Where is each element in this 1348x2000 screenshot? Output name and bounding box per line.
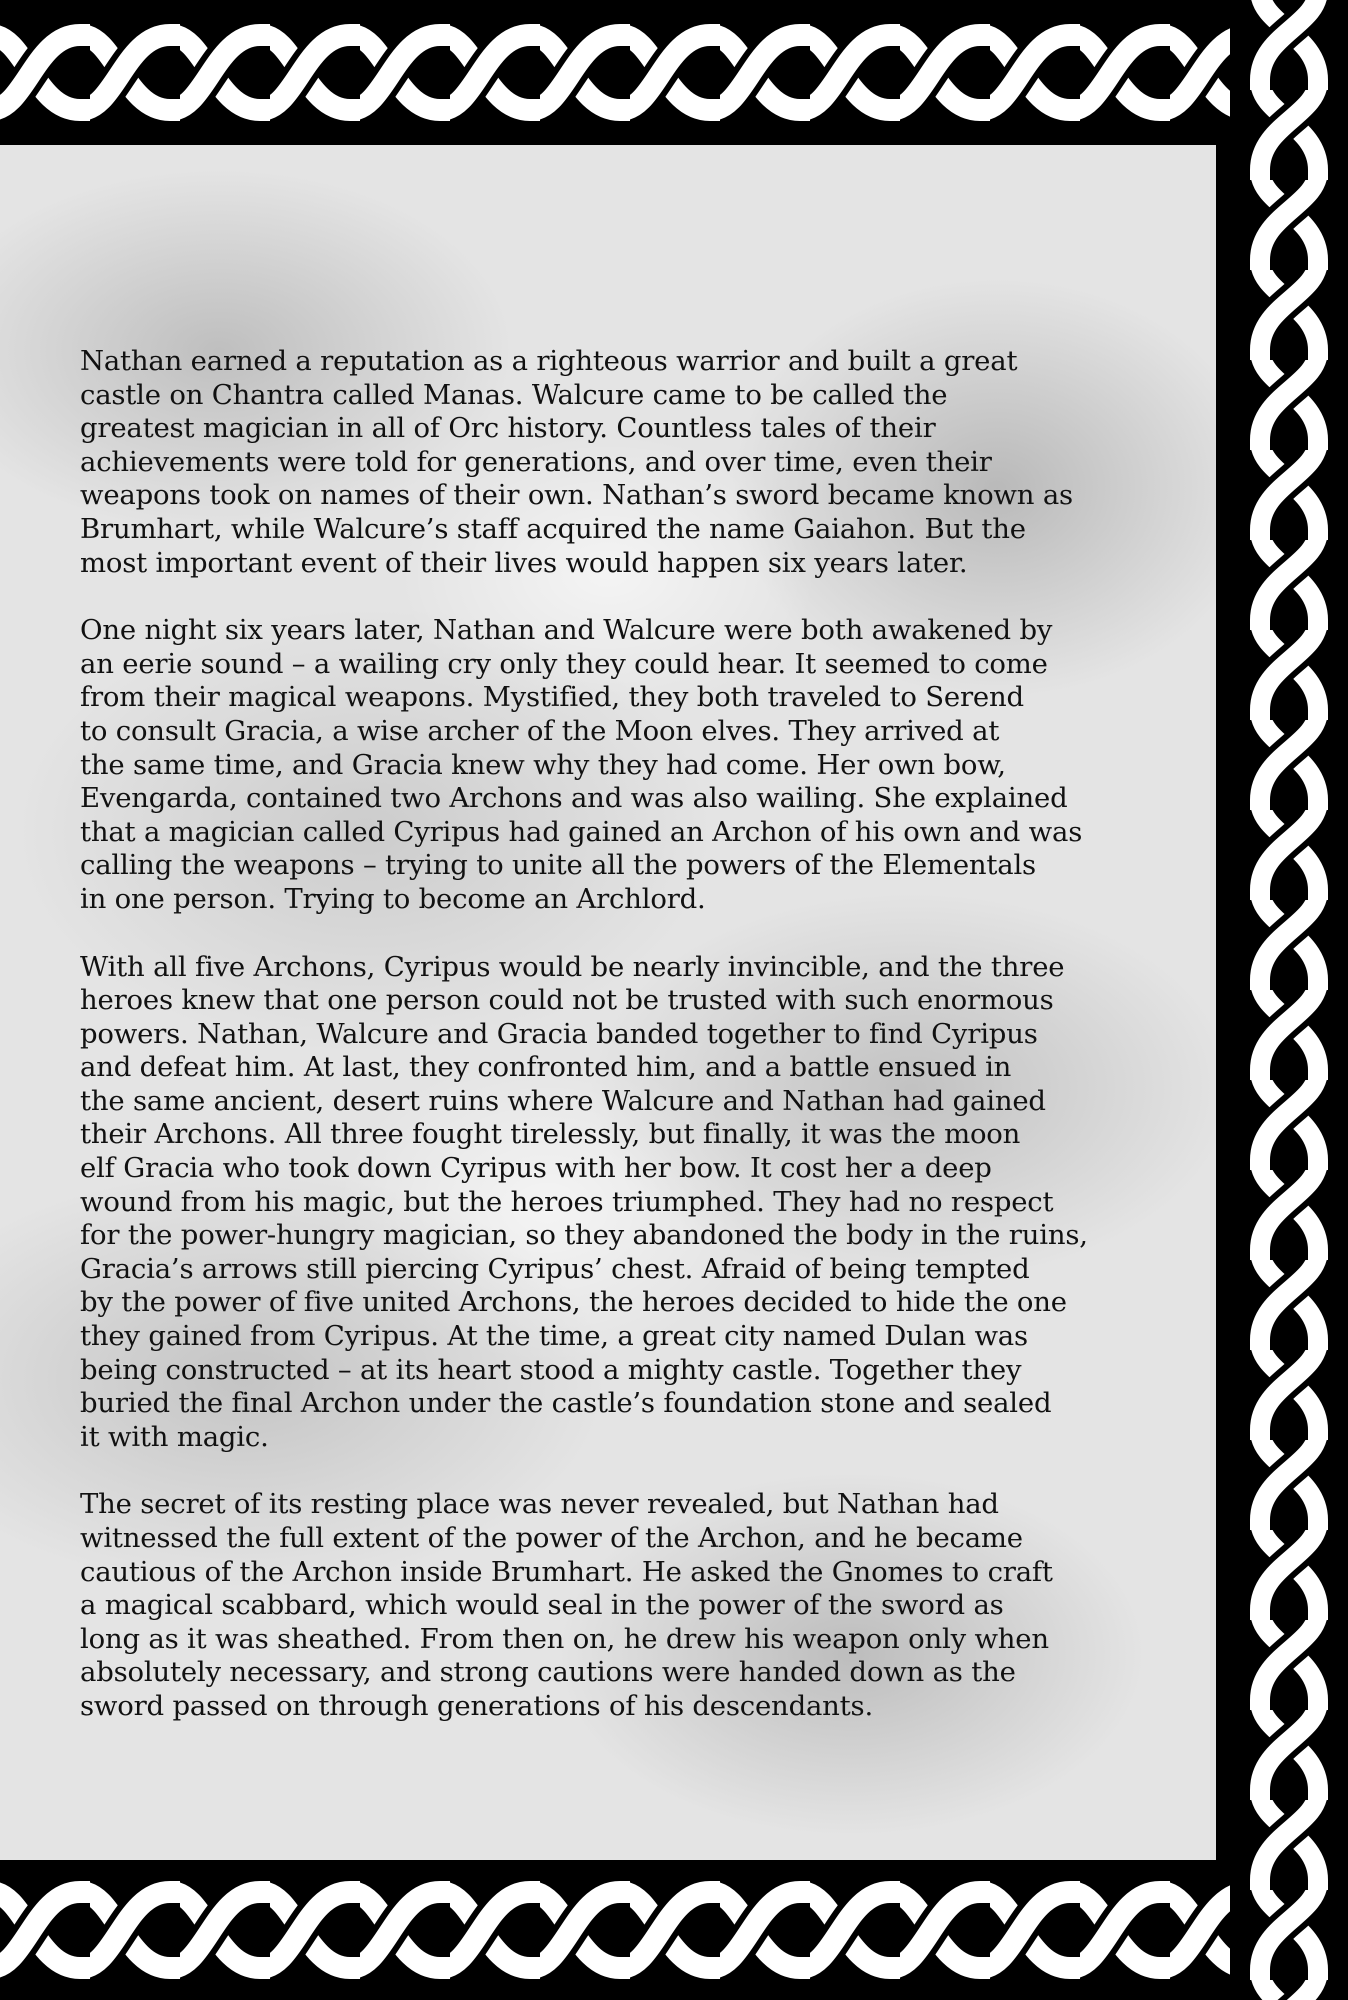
paragraph-3: With all five Archons, Cyripus would be nearly invincible, and the three heroes knew that one person could not be trusted with such enormous powers. Nathan, Walcure and Gracia banded together to find Cyripus and defeat him. At last, they confronted him, and a battle ensued in the same ancient, desert ruins where Walcure and Nathan had gained their Archons. All three fought tirelessly, but finally, it was the moon elf Gracia who took down Cyripus with her bow. It cost her a deep wound from his magic, but the heroes triumphed. They had no respect for the power-hungry magician, so they abandoned the body in the ruins, Gracia’s arrows still piercing Cyripus’ chest. Afraid of being tempted by the power of five united Archons, the heroes decided to hide the one they gained from Cyripus. At the time, a great city named Dulan was being constructed – at its heart stood a mighty castle. Together they buried the final Archon under the castle’s foundation stone and sealed it with magic. (80, 950, 1088, 1453)
paragraph-4: The secret of its resting place was never revealed, but Nathan had witnessed the full extent of the power of the Archon, and he became cautious of the Archon inside Brumhart. He asked the Gnomes to craft a magical scabbard, which would seal in the power of the sword as long as it was sheathed. From then on, he drew his weapon only when absolutely necessary, and strong cautions were handed down as the sword passed on through generations of his descendants. (80, 1488, 1053, 1722)
paragraph-1: Nathan earned a reputation as a righteous warrior and built a great castle on Chantra called Manas. Walcure came to be called the greatest magician in all of Orc history. Countless tales of their achievements were told for generations, and over time, even their weapons took on names of their own. Nathan’s sword became known as Brumhart, while Walcure’s staff acquired the name Gaiahon. But the most important event of their lives would happen six years later. (80, 345, 1073, 579)
paragraph-2: One night six years later, Nathan and Walcure were both awakened by an eerie sound – a wailing cry only they could hear. It seemed to come from their magical weapons. Mystified, they both traveled to Serend to consult Gracia, a wise archer of the Moon elves. They arrived at the same time, and Gracia knew why they had come. Her own bow, Evengarda, contained two Archons and was also wailing. She explained that a magician called Cyripus had gained an Archon of his own and was calling the weapons – trying to unite all the powers of the Elementals in one person. Trying to become an Archlord. (80, 614, 1083, 915)
celtic-border-bottom (0, 1860, 1348, 2000)
story-text (80, 345, 1130, 1758)
parchment-panel (0, 145, 1222, 1860)
celtic-border-right (1230, 0, 1348, 2000)
celtic-border-top (0, 0, 1348, 145)
